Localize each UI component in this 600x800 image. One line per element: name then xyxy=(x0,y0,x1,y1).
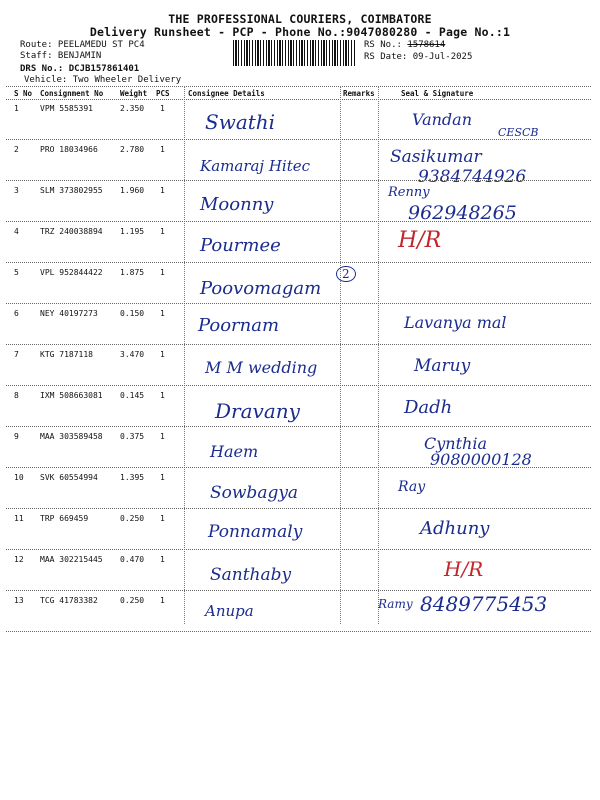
consignee-handwriting: M M wedding xyxy=(205,358,318,377)
row-pcs: 1 xyxy=(160,432,165,441)
signature-note: 9384744926 xyxy=(418,167,527,187)
row-weight: 0.470 xyxy=(120,555,145,564)
signature-handwriting: Lavanya mal xyxy=(404,313,507,332)
row-weight: 3.470 xyxy=(120,350,145,359)
signature-handwriting: Vandan xyxy=(412,110,473,129)
col-consignment: Consignment No xyxy=(40,89,104,98)
consignee-handwriting: Ponnamaly xyxy=(208,522,303,542)
col-sno: S No xyxy=(14,89,33,98)
rs-date: RS Date: 09-Jul-2025 xyxy=(364,52,473,62)
col-seal-signature: Seal & Signature xyxy=(401,89,474,98)
consignee-handwriting: Kamaraj Hitec xyxy=(200,157,311,175)
row-sno: 12 xyxy=(14,555,24,564)
row-consignment-no: SLM 373802955 xyxy=(40,186,103,195)
row-divider xyxy=(6,467,591,468)
row-divider xyxy=(6,262,591,263)
row-consignment-no: VPL 952844422 xyxy=(40,268,103,277)
signature-handwriting: H/R xyxy=(444,557,484,581)
row-consignment-no: KTG 7187118 xyxy=(40,350,93,359)
consignee-handwriting: Santhaby xyxy=(210,565,292,585)
row-sno: 13 xyxy=(14,596,24,605)
row-pcs: 1 xyxy=(160,514,165,523)
row-consignment-no: SVK 60554994 xyxy=(40,473,98,482)
row-consignment-no: TCG 41783382 xyxy=(40,596,98,605)
barcode xyxy=(233,40,355,66)
row-consignment-no: MAA 303589458 xyxy=(40,432,103,441)
row-weight: 1.395 xyxy=(120,473,145,482)
signature-handwriting: Dadh xyxy=(404,397,453,418)
row-weight: 0.375 xyxy=(120,432,145,441)
consignee-handwriting: Anupa xyxy=(205,602,254,620)
row-pcs: 1 xyxy=(160,473,165,482)
row-sno: 11 xyxy=(14,514,24,523)
row-consignment-no: TRP 669459 xyxy=(40,514,89,523)
row-sno: 9 xyxy=(14,432,19,441)
row-pcs: 1 xyxy=(160,227,165,236)
signature-handwriting: Maruy xyxy=(414,356,471,376)
vehicle-label: Vehicle: Two Wheeler Delivery xyxy=(24,75,182,85)
drs-number: DRS No.: DCJB157861401 xyxy=(20,64,140,74)
signature-handwriting: Ramy xyxy=(378,597,413,611)
row-consignment-no: VPM 5585391 xyxy=(40,104,93,113)
row-sno: 10 xyxy=(14,473,24,482)
consignee-handwriting: Pourmee xyxy=(200,235,281,256)
row-sno: 4 xyxy=(14,227,19,236)
row-consignment-no: PRO 18034966 xyxy=(40,145,98,154)
row-pcs: 1 xyxy=(160,596,165,605)
header-rule xyxy=(6,99,591,100)
signature-note: 8489775453 xyxy=(420,592,548,616)
row-consignment-no: NEY 40197273 xyxy=(40,309,98,318)
row-divider xyxy=(6,180,591,181)
row-consignment-no: IXM 508663081 xyxy=(40,391,103,400)
rs-number xyxy=(364,40,445,50)
row-pcs: 1 xyxy=(160,391,165,400)
row-weight: 2.780 xyxy=(120,145,145,154)
signature-note: 9080000128 xyxy=(430,450,532,469)
consignee-handwriting: Poornam xyxy=(198,315,280,336)
row-pcs: 1 xyxy=(160,268,165,277)
signature-handwriting: H/R xyxy=(398,228,442,253)
col-weight: Weight xyxy=(120,89,148,98)
row-sno: 6 xyxy=(14,309,19,318)
company-title: THE PROFESSIONAL COURIERS, COIMBATORE xyxy=(168,12,432,26)
runsheet-subtitle: Delivery Runsheet - PCP - Phone No.:9047080280 - Page No.:1 xyxy=(89,25,511,39)
row-divider xyxy=(6,631,591,632)
row-weight: 0.250 xyxy=(120,514,145,523)
signature-column-rule xyxy=(378,86,379,624)
row-weight: 0.150 xyxy=(120,309,145,318)
staff-label: Staff: BENJAMIN xyxy=(20,51,102,61)
rs-number-value: 1578614 xyxy=(407,40,446,50)
signature-handwriting: Renny xyxy=(388,185,430,200)
col-pcs: PCS xyxy=(156,89,170,98)
row-consignment-no: TRZ 240038894 xyxy=(40,227,103,236)
row-sno: 5 xyxy=(14,268,19,277)
row-weight: 0.250 xyxy=(120,596,145,605)
row-pcs: 1 xyxy=(160,309,165,318)
row-pcs: 1 xyxy=(160,350,165,359)
consignee-handwriting: Sowbagya xyxy=(210,483,299,503)
row-divider xyxy=(6,426,591,427)
route-label: Route: PEELAMEDU ST PC4 xyxy=(20,40,145,50)
table-top-rule xyxy=(6,86,591,87)
consignee-handwriting: Moonny xyxy=(200,194,274,215)
row-divider xyxy=(6,139,591,140)
signature-note: CESCB xyxy=(498,126,539,139)
row-weight: 1.195 xyxy=(120,227,145,236)
row-consignment-no: MAA 302215445 xyxy=(40,555,103,564)
row-pcs: 1 xyxy=(160,145,165,154)
row-pcs: 1 xyxy=(160,186,165,195)
row-weight: 0.145 xyxy=(120,391,145,400)
row-weight: 1.960 xyxy=(120,186,145,195)
consignee-handwriting: Poovomagam xyxy=(200,278,322,299)
consignee-handwriting: Dravany xyxy=(215,399,300,423)
col-consignee: Consignee Details xyxy=(188,89,265,98)
row-sno: 2 xyxy=(14,145,19,154)
remarks-column-rule xyxy=(340,86,341,624)
circled-note: 2 xyxy=(336,266,356,282)
row-divider xyxy=(6,303,591,304)
signature-handwriting: Cynthia xyxy=(424,434,487,453)
consignee-column-rule xyxy=(184,86,185,624)
row-divider xyxy=(6,221,591,222)
row-weight: 1.875 xyxy=(120,268,145,277)
row-divider xyxy=(6,385,591,386)
row-sno: 7 xyxy=(14,350,19,359)
signature-note: 962948265 xyxy=(408,202,517,224)
signature-handwriting: Adhuny xyxy=(420,518,490,539)
signature-handwriting: Ray xyxy=(398,479,426,495)
consignee-handwriting: Haem xyxy=(210,442,259,461)
row-sno: 8 xyxy=(14,391,19,400)
row-divider xyxy=(6,590,591,591)
col-remarks: Remarks xyxy=(343,89,375,98)
row-pcs: 1 xyxy=(160,104,165,113)
rs-number-label: RS No.: xyxy=(364,40,402,50)
row-divider xyxy=(6,344,591,345)
row-weight: 2.350 xyxy=(120,104,145,113)
row-sno: 3 xyxy=(14,186,19,195)
row-divider xyxy=(6,508,591,509)
row-sno: 1 xyxy=(14,104,19,113)
row-divider xyxy=(6,549,591,550)
row-pcs: 1 xyxy=(160,555,165,564)
consignee-handwriting: Swathi xyxy=(205,110,276,134)
signature-handwriting: Sasikumar xyxy=(390,147,482,167)
